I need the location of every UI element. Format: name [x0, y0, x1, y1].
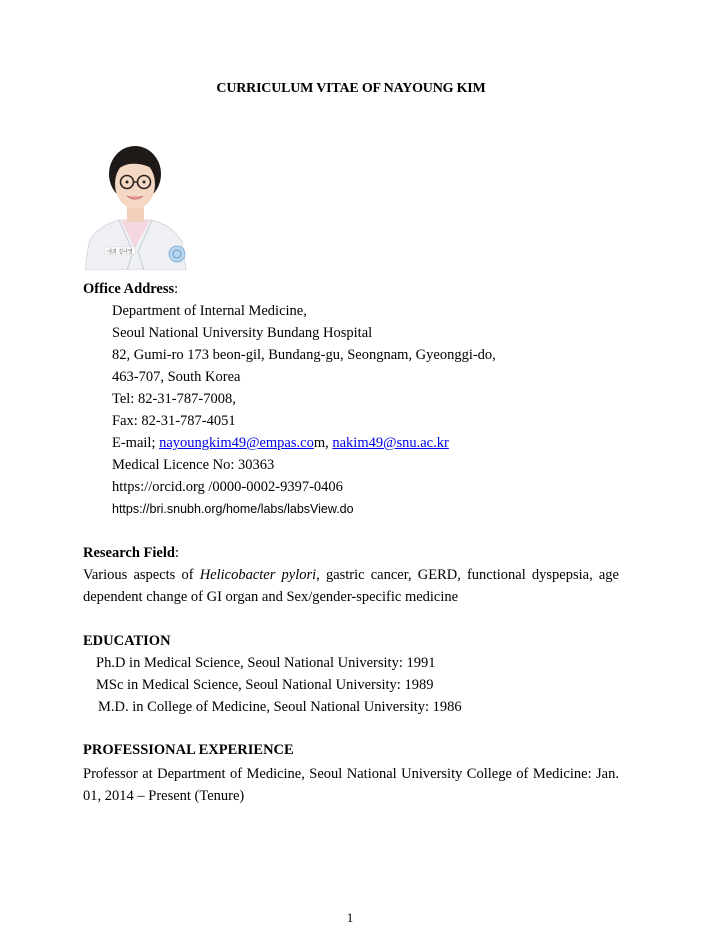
orcid-url: https://orcid.org /0000-0002-9397-0406 [112, 479, 343, 495]
coat-name-badge: 내과 김나영 [107, 249, 133, 255]
education-item-md: M.D. in College of Medicine, Seoul National University: 1986 [98, 699, 462, 715]
research-field-text: Various aspects of Helicobacter pylori, gastric cancer, GERD, functional dyspepsia, age dependent change of GI organ and Sex/gender-specific medicine [83, 567, 619, 605]
page-number: 1 [346, 910, 354, 925]
page-title: CURRICULUM VITAE OF NAYOUNG KIM [216, 81, 486, 96]
email-link-snu[interactable]: nakim49@snu.ac.kr [332, 435, 449, 451]
office-address-heading: Office Address: [83, 281, 179, 297]
fax: Fax: 82-31-787-4051 [112, 413, 236, 429]
research-field-heading: Research Field: [83, 545, 179, 561]
education-heading: EDUCATION [83, 633, 171, 649]
medical-licence: Medical Licence No: 30363 [112, 457, 275, 473]
address-line-postal: 463-707, South Korea [112, 369, 241, 385]
education-item-phd: Ph.D in Medical Science, Seoul National University: 1991 [96, 655, 436, 671]
research-species-name: Helicobacter pylori [199, 567, 317, 583]
lab-url: https://bri.snubh.org/home/labs/labsView.do [112, 502, 354, 516]
address-line-department: Department of Internal Medicine, [112, 303, 307, 319]
email-link-tail: m [313, 435, 326, 451]
experience-text: Professor at Department of Medicine, Seoul National University College of Medicine: Jan. 01, 2014 – Present (Tenure) [83, 766, 619, 804]
education-item-msc: MSc in Medical Science, Seoul National University: 1989 [96, 677, 434, 693]
profile-photo [83, 140, 188, 270]
email-line: E-mail; nayoungkim49@empas.com, nakim49@snu.ac.kr [112, 435, 449, 451]
telephone: Tel: 82-31-787-7008, [112, 391, 236, 407]
address-line-street: 82, Gumi-ro 173 beon-gil, Bundang-gu, Seongnam, Gyeonggi-do, [112, 347, 496, 363]
address-line-hospital: Seoul National University Bundang Hospital [112, 325, 373, 341]
email-link-empas[interactable]: nayoungkim49@empas.co [159, 435, 314, 451]
experience-heading: PROFESSIONAL EXPERIENCE [83, 742, 294, 758]
email-label: E-mail; [112, 435, 160, 451]
